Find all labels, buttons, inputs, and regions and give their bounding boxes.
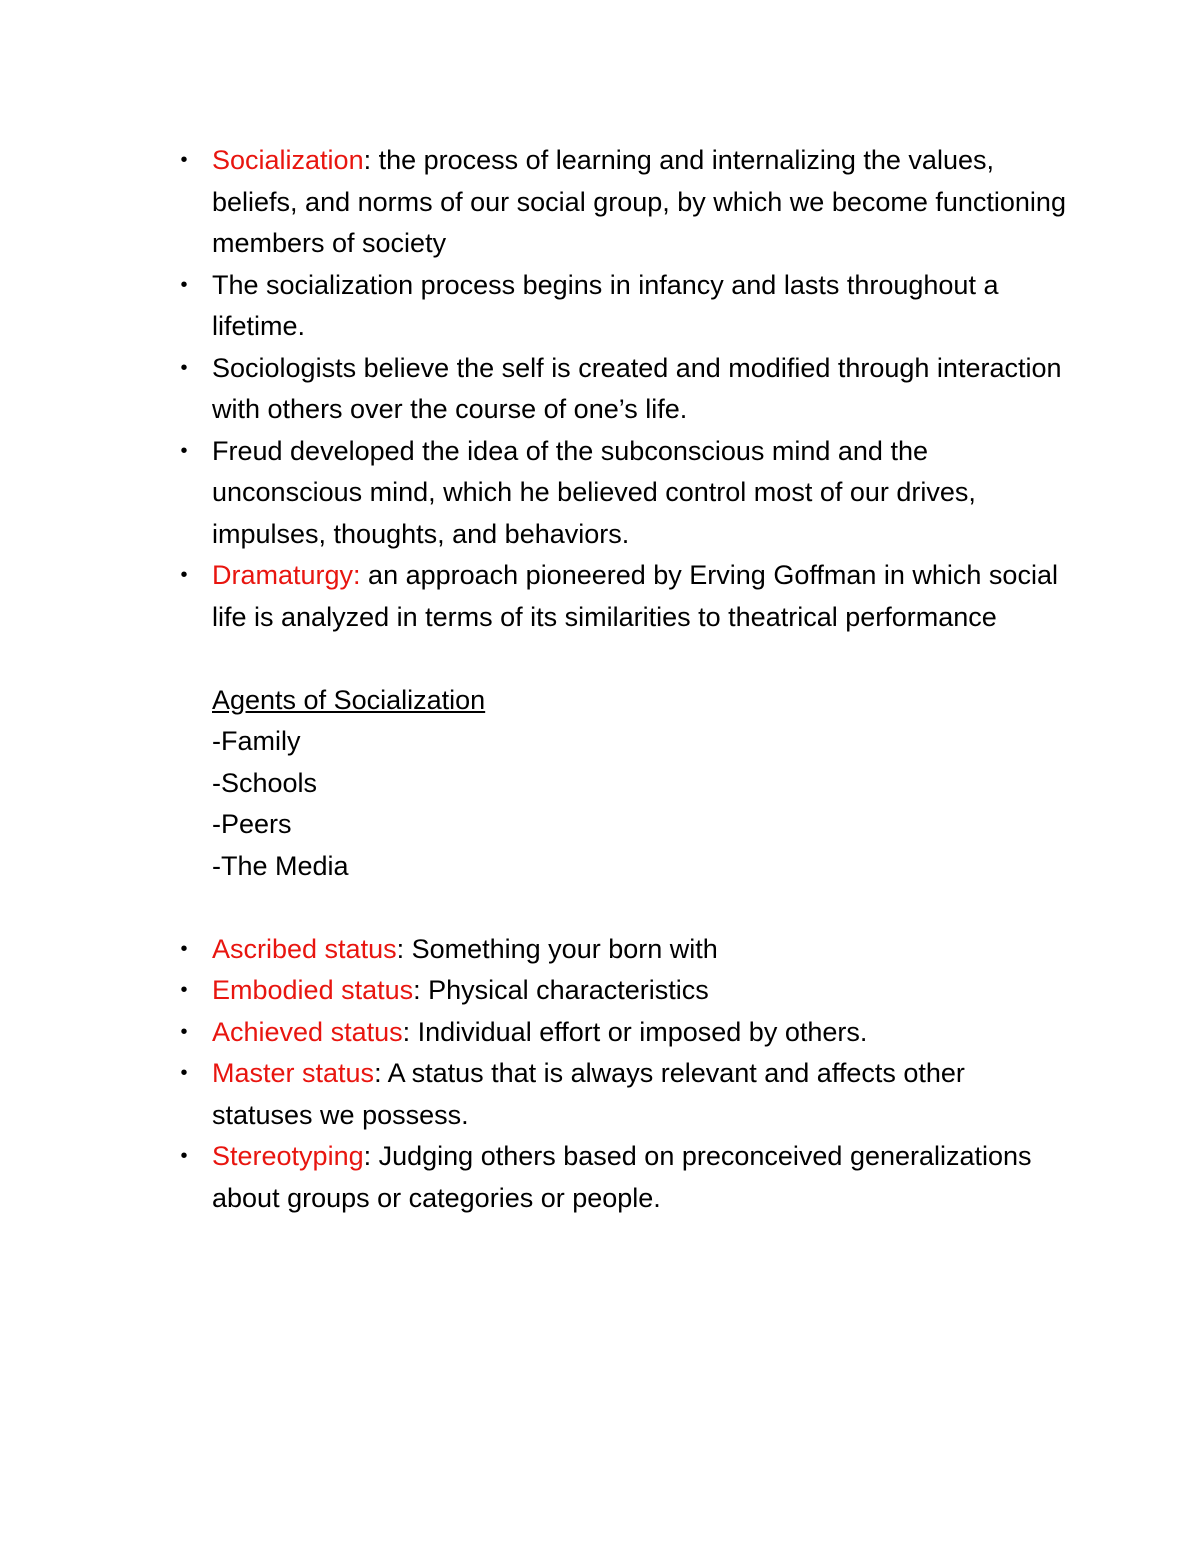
term-label: Socialization bbox=[212, 145, 364, 175]
definition-text: The socialization process begins in infancy and lasts throughout a lifetime. bbox=[212, 269, 999, 341]
agent-item: -The Media bbox=[212, 850, 349, 881]
definition-text: Freud developed the idea of the subconscious mind and the unconscious mind, which he believed control most of our drives, impulses, thoughts, and behaviors. bbox=[212, 435, 976, 549]
definition-text: : Physical characteristics bbox=[413, 975, 709, 1005]
agents-section bbox=[168, 680, 1068, 888]
bullet-dot-icon: • bbox=[180, 1020, 188, 1043]
bullet-dot-icon: • bbox=[180, 937, 188, 960]
bullet-dot-icon: • bbox=[180, 979, 188, 1001]
bullet-dot-icon: • bbox=[180, 149, 188, 171]
term-label: Dramaturgy: bbox=[212, 560, 361, 590]
bullet-dot-icon: • bbox=[180, 439, 188, 462]
term-label: Achieved status bbox=[212, 1016, 403, 1047]
agent-item: -Family bbox=[212, 726, 301, 756]
status-list bbox=[168, 929, 1068, 1220]
definition-text: Sociologists believe the self is created and modified through interaction with others over the course of one’s life. bbox=[212, 352, 1062, 424]
definition-text: : the process of learning and internalizing the values, beliefs, and norms of our social group, by which we become functioning members of society bbox=[212, 145, 1066, 258]
blank-line bbox=[168, 638, 1068, 680]
definitions-list bbox=[168, 140, 1068, 638]
definition-text: : A status that is always relevant and affects other statuses we possess. bbox=[212, 1058, 965, 1130]
agent-item: -Peers bbox=[212, 809, 292, 839]
bullet-dot-icon: • bbox=[180, 564, 188, 586]
definition-text: : Individual effort or imposed by others. bbox=[402, 1016, 868, 1047]
bullet-dot-icon: • bbox=[180, 1145, 188, 1167]
list-item bbox=[168, 970, 1068, 1012]
definition-text: an approach pioneered by Erving Goffman in which social life is analyzed in terms of its similarities to theatrical performance bbox=[212, 560, 1058, 632]
list-item bbox=[168, 1136, 1068, 1219]
list-item bbox=[168, 265, 1068, 348]
bullet-dot-icon: • bbox=[180, 356, 188, 379]
term-label: Ascribed status bbox=[212, 933, 397, 964]
bullet-dot-icon: • bbox=[180, 1062, 188, 1084]
list-item bbox=[168, 1053, 1068, 1136]
agents-heading: Agents of Socialization bbox=[212, 684, 486, 715]
term-label: Master status bbox=[212, 1058, 375, 1088]
term-label: Embodied status bbox=[212, 975, 414, 1005]
bullet-dot-icon: • bbox=[180, 273, 188, 296]
list-item bbox=[168, 929, 1068, 971]
document-content bbox=[168, 140, 1068, 1219]
list-item bbox=[168, 431, 1068, 556]
list-item bbox=[168, 348, 1068, 431]
list-item bbox=[168, 1012, 1068, 1054]
agent-item: -Schools bbox=[212, 767, 318, 798]
term-label: Stereotyping bbox=[212, 1141, 364, 1171]
list-item bbox=[168, 140, 1068, 265]
definition-text: : Something your born with bbox=[396, 933, 718, 964]
list-item bbox=[168, 555, 1068, 638]
definition-text: : Judging others based on preconceived generalizations about groups or categories or people. bbox=[212, 1141, 1032, 1213]
blank-line bbox=[168, 887, 1068, 929]
